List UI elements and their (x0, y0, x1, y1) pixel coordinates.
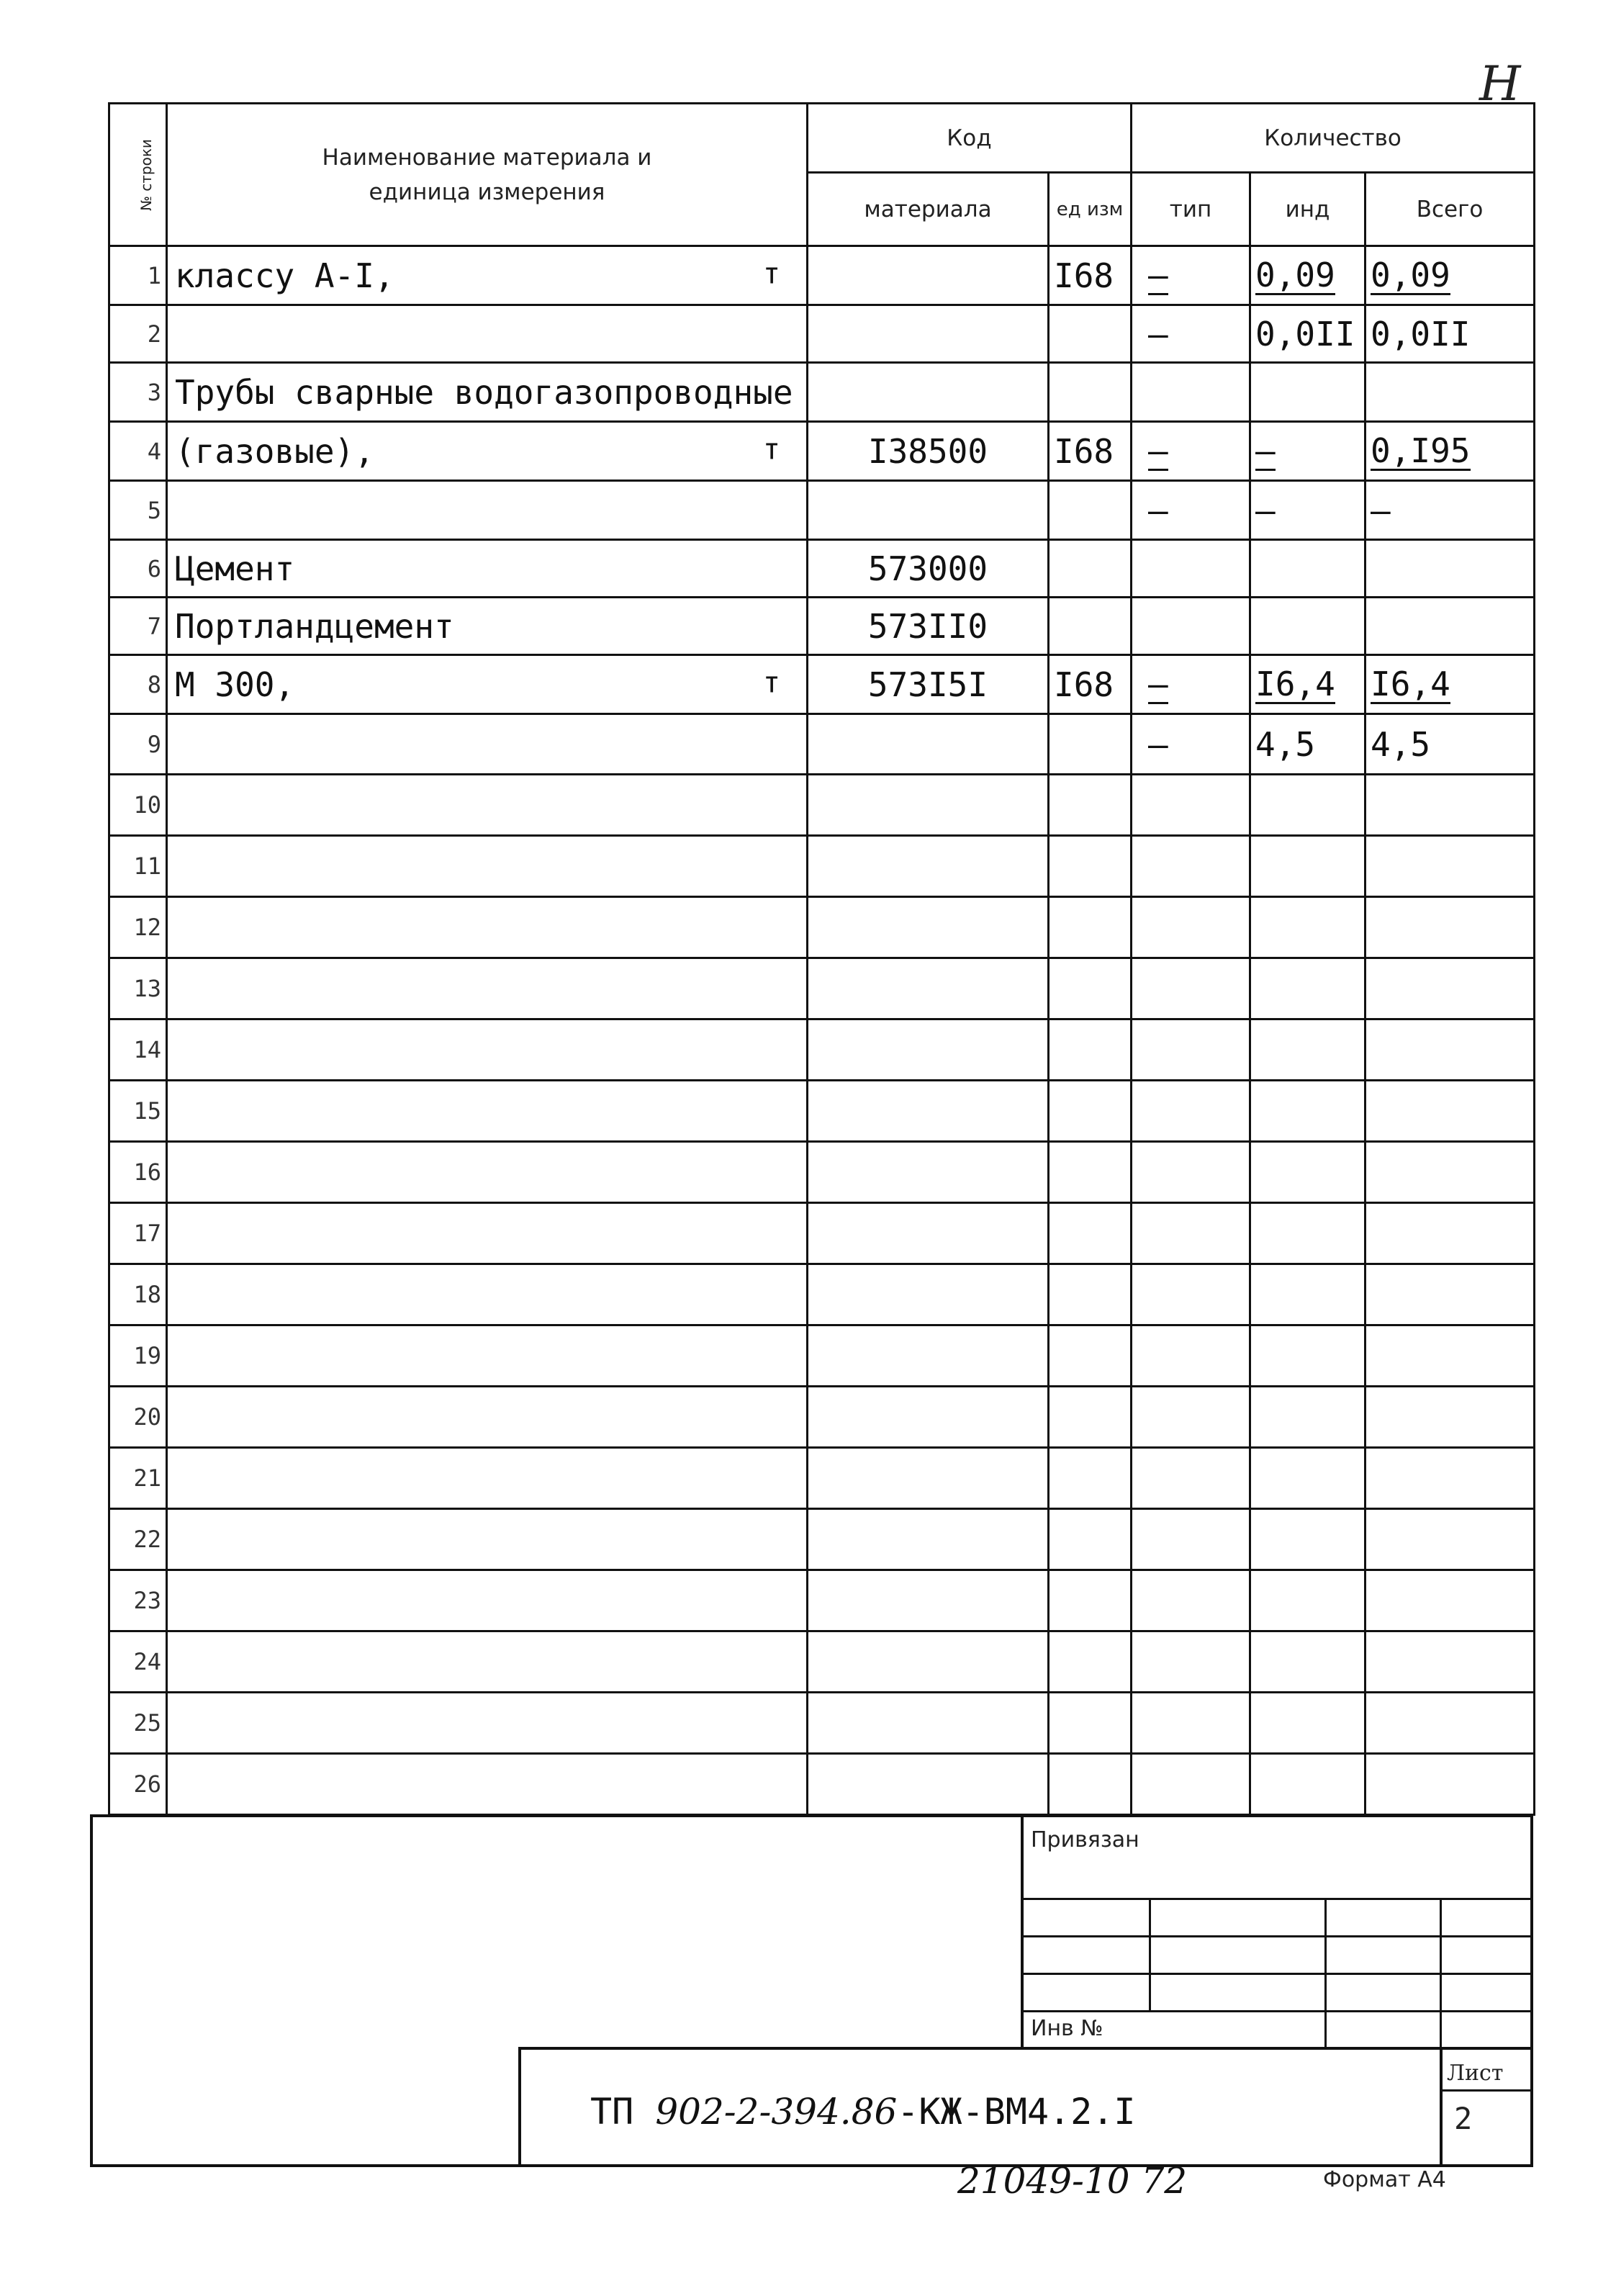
row-number: 11 (109, 836, 167, 897)
material-code (808, 1693, 1049, 1754)
row-number: 8 (109, 655, 167, 714)
qty-type-cell (1132, 1570, 1250, 1631)
qty-total: 4,5 (1371, 724, 1431, 764)
material-code (808, 1570, 1049, 1631)
qty-total-cell (1366, 714, 1535, 775)
material-code (808, 1448, 1049, 1509)
material-code: 573000 (808, 540, 1049, 598)
material-name-cell (167, 775, 808, 836)
qty-type: – (1148, 256, 1168, 295)
material-name-cell (167, 958, 808, 1019)
row-number: 17 (109, 1203, 167, 1264)
row-number: 14 (109, 1019, 167, 1081)
qty-ind-cell (1250, 958, 1366, 1019)
stamp-grid-line-2 (1021, 1935, 1533, 1937)
material-name-cell (167, 714, 808, 775)
material-code (808, 1081, 1049, 1142)
title-block-top-border (90, 1814, 1533, 1817)
table-row (109, 1693, 1535, 1754)
material-name-cell (167, 422, 808, 481)
doc-code-prefix: ТП (590, 2091, 634, 2133)
material-name-cell (167, 1570, 808, 1631)
unit-code (1049, 598, 1132, 655)
doc-code-handwritten: 902-2-394.86 (655, 2091, 898, 2133)
qty-ind-cell (1250, 1387, 1366, 1448)
material-name-cell (167, 1448, 808, 1509)
unit-code: I68 (1049, 655, 1132, 714)
qty-type-cell (1132, 714, 1250, 775)
unit-code (1049, 1203, 1132, 1264)
table-row (109, 958, 1535, 1019)
inv-no-label: Инв № (1031, 2016, 1103, 2041)
qty-type-cell (1132, 836, 1250, 897)
qty-type-cell (1132, 363, 1250, 422)
material-code (808, 1509, 1049, 1570)
archive-number: 21049-10 72 (957, 2160, 1188, 2202)
table-row (109, 1631, 1535, 1693)
qty-ind-cell (1250, 775, 1366, 836)
material-name-cell (167, 1509, 808, 1570)
row-number: 22 (109, 1509, 167, 1570)
unit-code (1049, 1019, 1132, 1081)
qty-ind-cell (1250, 1570, 1366, 1631)
material-code (808, 1203, 1049, 1264)
table-row (109, 836, 1535, 897)
stamp-grid-col-3 (1440, 1898, 1442, 2048)
material-name-cell (167, 481, 808, 540)
qty-type-cell (1132, 897, 1250, 958)
material-code (808, 481, 1049, 540)
row-number: 23 (109, 1570, 167, 1631)
qty-total-cell (1366, 1325, 1535, 1387)
material-name-cell (167, 363, 808, 422)
qty-ind-cell (1250, 655, 1366, 714)
row-number: 6 (109, 540, 167, 598)
material-unit: т (762, 433, 780, 467)
material-name-cell (167, 305, 808, 363)
qty-total-cell (1366, 1754, 1535, 1815)
unit-code (1049, 1142, 1132, 1203)
material-name-cell (167, 1081, 808, 1142)
material-name-cell (167, 1754, 808, 1815)
qty-total-cell (1366, 305, 1535, 363)
qty-type-cell (1132, 655, 1250, 714)
code-group-header: Код (808, 104, 1132, 173)
material-code: 573I5I (808, 655, 1049, 714)
qty-ind-cell (1250, 1631, 1366, 1693)
qty-ind-cell (1250, 714, 1366, 775)
row-number: 4 (109, 422, 167, 481)
qty-total-cell (1366, 1448, 1535, 1509)
qty-ind-cell (1250, 540, 1366, 598)
title-block-right-border (1530, 1814, 1533, 2167)
qty-total: 0,0II (1371, 314, 1471, 354)
page-corner-mark: Н (1479, 56, 1521, 112)
material-code (808, 1754, 1049, 1815)
privyazan-label: Привязан (1031, 1827, 1139, 1852)
qty-ind-cell (1250, 836, 1366, 897)
qty-ind-cell (1250, 1081, 1366, 1142)
qty-type-cell (1132, 1203, 1250, 1264)
material-name-cell (167, 897, 808, 958)
qty-ind-cell (1250, 897, 1366, 958)
table-row (109, 1142, 1535, 1203)
unit-code (1049, 714, 1132, 775)
qty-ind-cell (1250, 1142, 1366, 1203)
unit-code (1049, 305, 1132, 363)
material-name-cell (167, 655, 808, 714)
unit-code (1049, 1387, 1132, 1448)
material-name-cell (167, 1693, 808, 1754)
qty-ind-cell (1250, 422, 1366, 481)
stamp-grid-col-2 (1324, 1898, 1327, 2048)
sheet-box-divider (1440, 2089, 1533, 2092)
material-name-cell (167, 598, 808, 655)
table-body (109, 246, 1535, 1815)
unit-code (1049, 1325, 1132, 1387)
table-row (109, 1203, 1535, 1264)
material-name: М 300, (175, 665, 295, 704)
stamp-grid-line-3 (1021, 1973, 1533, 1975)
qty-type-cell (1132, 1509, 1250, 1570)
material-name: Цемент (175, 549, 295, 588)
table-row (109, 1081, 1535, 1142)
qty-ind-cell (1250, 246, 1366, 305)
doc-code-box-left (518, 2047, 521, 2167)
material-name-cell (167, 1203, 808, 1264)
qty-total-cell (1366, 1203, 1535, 1264)
material-name-cell (167, 1387, 808, 1448)
material-name-cell (167, 540, 808, 598)
table-row (109, 305, 1535, 363)
material-name-cell (167, 1264, 808, 1325)
qty-total-cell (1366, 1631, 1535, 1693)
material-code (808, 1142, 1049, 1203)
material-code (808, 1019, 1049, 1081)
unit-code: I68 (1049, 422, 1132, 481)
qty-total: I6,4 (1371, 665, 1450, 704)
material-code (808, 1387, 1049, 1448)
qty-total-cell (1366, 897, 1535, 958)
row-number: 9 (109, 714, 167, 775)
table-row (109, 1754, 1535, 1815)
qty-type-cell (1132, 958, 1250, 1019)
qty-ind-cell (1250, 1754, 1366, 1815)
unit-code (1049, 1509, 1132, 1570)
table-row (109, 246, 1535, 305)
material-name: Трубы сварные водогазопроводные (175, 372, 793, 412)
unit-code (1049, 1754, 1132, 1815)
stamp-grid-line-4 (1021, 2010, 1533, 2012)
qty-type-cell (1132, 1081, 1250, 1142)
row-number: 16 (109, 1142, 167, 1203)
row-number: 7 (109, 598, 167, 655)
qty-type-cell (1132, 1264, 1250, 1325)
qty-type-header: тип (1132, 173, 1250, 246)
table-row (109, 1570, 1535, 1631)
table-row (109, 714, 1535, 775)
material-name-cell (167, 836, 808, 897)
qty-type: – (1148, 431, 1168, 471)
qty-type-cell (1132, 422, 1250, 481)
qty-type-cell (1132, 1448, 1250, 1509)
row-number: 24 (109, 1631, 167, 1693)
row-number: 1 (109, 246, 167, 305)
qty-total-cell (1366, 481, 1535, 540)
code-material-header: материала (808, 173, 1049, 246)
unit-code (1049, 1448, 1132, 1509)
qty-total-cell (1366, 598, 1535, 655)
unit-code (1049, 1264, 1132, 1325)
table-row (109, 897, 1535, 958)
document-code (590, 2091, 1135, 2133)
unit-code (1049, 775, 1132, 836)
qty-total-cell (1366, 1693, 1535, 1754)
unit-code (1049, 540, 1132, 598)
qty-ind-cell (1250, 363, 1366, 422)
row-number: 18 (109, 1264, 167, 1325)
qty-total-cell (1366, 246, 1535, 305)
qty-type-cell (1132, 1631, 1250, 1693)
sheet-number: 2 (1454, 2101, 1473, 2136)
qty-total-cell (1366, 775, 1535, 836)
qty-ind: I6,4 (1255, 665, 1335, 704)
material-unit: т (762, 257, 780, 291)
qty-ind: – (1255, 431, 1276, 471)
qty-ind-cell (1250, 1448, 1366, 1509)
table-row (109, 1387, 1535, 1448)
rownum-header: № строки (109, 104, 167, 246)
unit-code (1049, 1570, 1132, 1631)
table-row (109, 540, 1535, 598)
unit-code (1049, 481, 1132, 540)
qty-type-cell (1132, 1019, 1250, 1081)
qty-total-cell (1366, 1019, 1535, 1081)
material-name-cell (167, 1325, 808, 1387)
table-row (109, 422, 1535, 481)
qty-ind-cell (1250, 305, 1366, 363)
qty-type-cell (1132, 1693, 1250, 1754)
qty-total: 0,09 (1371, 256, 1450, 295)
qty-total-header: Всего (1366, 173, 1535, 246)
title-block-divider (1021, 1814, 1024, 2048)
table-row (109, 1019, 1535, 1081)
qty-ind-cell (1250, 1203, 1366, 1264)
row-number: 10 (109, 775, 167, 836)
qty-type: – (1148, 314, 1168, 354)
qty-total-cell (1366, 1570, 1535, 1631)
qty-total-cell (1366, 1081, 1535, 1142)
material-code (808, 897, 1049, 958)
code-unit-header: ед изм (1049, 173, 1132, 246)
material-code (808, 305, 1049, 363)
qty-total-cell (1366, 1264, 1535, 1325)
qty-type: – (1148, 724, 1168, 764)
material-name-cell (167, 1019, 808, 1081)
qty-ind: 4,5 (1255, 724, 1316, 764)
qty-total-cell (1366, 958, 1535, 1019)
unit-code (1049, 1081, 1132, 1142)
qty-total-cell (1366, 655, 1535, 714)
qty-ind-cell (1250, 1264, 1366, 1325)
qty-type-cell (1132, 1754, 1250, 1815)
table-row (109, 363, 1535, 422)
row-number: 3 (109, 363, 167, 422)
qty-total: – (1371, 490, 1391, 530)
row-number: 5 (109, 481, 167, 540)
qty-total-cell (1366, 1142, 1535, 1203)
material-code (808, 836, 1049, 897)
qty-type-cell (1132, 1387, 1250, 1448)
material-code (808, 714, 1049, 775)
sheet-label: Лист (1447, 2061, 1504, 2086)
unit-code: I68 (1049, 246, 1132, 305)
material-code: I38500 (808, 422, 1049, 481)
row-number: 13 (109, 958, 167, 1019)
row-number: 25 (109, 1693, 167, 1754)
qty-ind-cell (1250, 1509, 1366, 1570)
qty-type-cell (1132, 540, 1250, 598)
material-name: (газовые), (175, 431, 374, 471)
row-number: 15 (109, 1081, 167, 1142)
table-row (109, 1509, 1535, 1570)
row-number: 20 (109, 1387, 167, 1448)
qty-type-cell (1132, 305, 1250, 363)
stamp-grid-col-1 (1149, 1898, 1151, 2010)
material-code (808, 1264, 1049, 1325)
qty-type-cell (1132, 775, 1250, 836)
sheet-box-left (1440, 2047, 1443, 2167)
qty-ind: 0,0II (1255, 314, 1355, 354)
qty-ind-cell (1250, 1693, 1366, 1754)
qty-group-header: Количество (1132, 104, 1535, 173)
material-code (808, 363, 1049, 422)
material-code (808, 1325, 1049, 1387)
table-row (109, 481, 1535, 540)
stamp-grid-line-1 (1021, 1898, 1533, 1900)
qty-ind-cell (1250, 598, 1366, 655)
material-code (808, 958, 1049, 1019)
qty-type: – (1148, 665, 1168, 704)
name-header: Наименование материала и единица измерения (167, 104, 808, 246)
qty-total: 0,I95 (1371, 431, 1471, 471)
material-code (808, 775, 1049, 836)
unit-code (1049, 363, 1132, 422)
material-code: 573II0 (808, 598, 1049, 655)
table-row (109, 1448, 1535, 1509)
qty-total-cell (1366, 422, 1535, 481)
unit-code (1049, 836, 1132, 897)
qty-ind-cell (1250, 1019, 1366, 1081)
material-name: Портландцемент (175, 606, 454, 646)
title-block-left-border (90, 1814, 93, 2167)
row-number: 21 (109, 1448, 167, 1509)
qty-ind-cell (1250, 1325, 1366, 1387)
qty-type: – (1148, 490, 1168, 530)
title-block-bottom-border (90, 2164, 1533, 2167)
materials-table (108, 102, 1535, 1816)
qty-ind-cell (1250, 481, 1366, 540)
material-code (808, 246, 1049, 305)
material-name-cell (167, 1142, 808, 1203)
table-row (109, 1325, 1535, 1387)
table-row (109, 655, 1535, 714)
format-label: Формат А4 (1323, 2167, 1446, 2192)
qty-type-cell (1132, 481, 1250, 540)
qty-ind: 0,09 (1255, 256, 1335, 295)
qty-ind-header: инд (1250, 173, 1366, 246)
qty-type-cell (1132, 598, 1250, 655)
qty-type-cell (1132, 1142, 1250, 1203)
qty-total-cell (1366, 1387, 1535, 1448)
qty-total-cell (1366, 836, 1535, 897)
row-number: 12 (109, 897, 167, 958)
doc-code-box-top (518, 2047, 1533, 2050)
doc-code-suffix: -КЖ-ВМ4.2.I (897, 2091, 1136, 2133)
qty-total-cell (1366, 363, 1535, 422)
row-number: 26 (109, 1754, 167, 1815)
qty-total-cell (1366, 1509, 1535, 1570)
row-number: 19 (109, 1325, 167, 1387)
qty-total-cell (1366, 540, 1535, 598)
unit-code (1049, 897, 1132, 958)
table-row (109, 598, 1535, 655)
material-name-cell (167, 246, 808, 305)
unit-code (1049, 1693, 1132, 1754)
table-row (109, 1264, 1535, 1325)
table-row (109, 775, 1535, 836)
qty-ind: – (1255, 490, 1276, 530)
material-code (808, 1631, 1049, 1693)
material-name-cell (167, 1631, 808, 1693)
material-unit: т (762, 666, 780, 700)
material-name: классу А-I, (175, 256, 394, 295)
qty-type-cell (1132, 246, 1250, 305)
row-number: 2 (109, 305, 167, 363)
unit-code (1049, 1631, 1132, 1693)
qty-type-cell (1132, 1325, 1250, 1387)
unit-code (1049, 958, 1132, 1019)
